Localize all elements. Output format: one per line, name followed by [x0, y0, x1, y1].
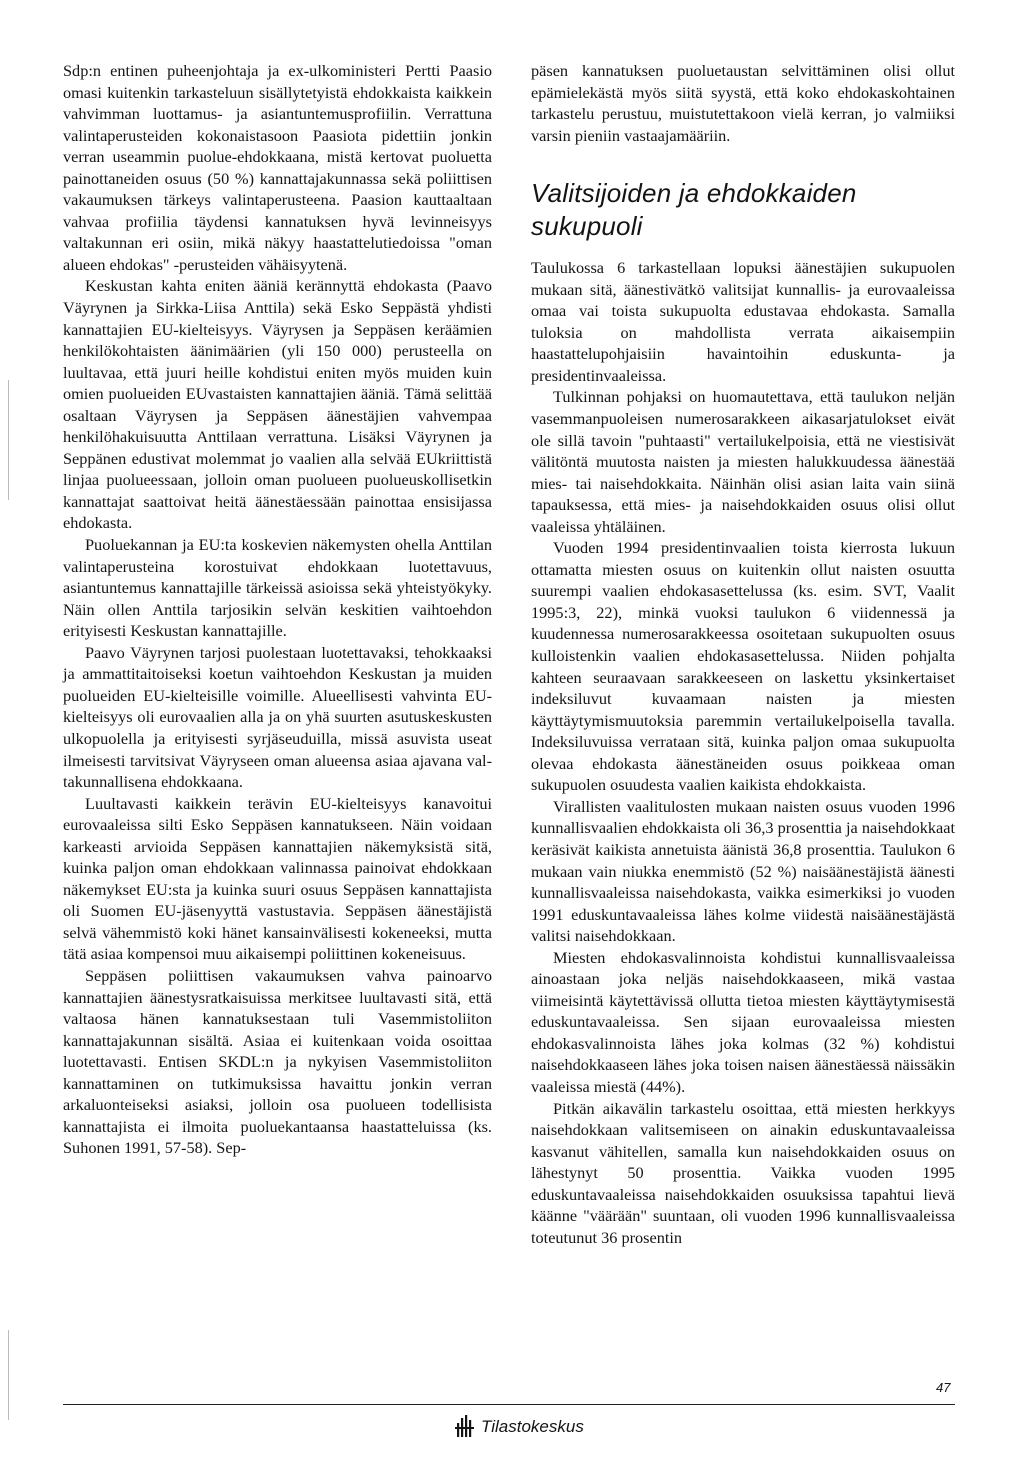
paragraph: Puoluekannan ja EU:ta koskevien näkemysten ohella Anttilan valintaperusteina korostuivat ehdokkaan luotettavuus, asiantuntemus kannattajille tärkeissä asioissa sekä yhteistyökyky. Näin ollen Anttila tarjosikin selvän keskitien vaihtoehdon erityisesti Keskustan kannattajille. [63, 535, 492, 641]
paragraph: Pitkän aikavälin tarkastelu osoittaa, että miesten herkkyys naisehdokkaan valitsemiseen on ainakin eduskuntavaaleissa kasvanut vähitellen, samalla kun naisehdokkaiden osuus on lähestynyt 50 prosenttia. Vaikka vuoden 1995 eduskuntavaaleissa naisehdokkaiden osuuksissa tapahtui lievä käänne "väärään" suuntaan, oli vuoden 1996 kunnallisvaaleissa toteutunut 36 prosentin [531, 1098, 955, 1247]
right-column [531, 60, 955, 1248]
paragraph: Luultavasti kaikkein terävin EU-kielteisyys kanavoitui eurovaaleissa silti Esko Seppäsen kannatukseen. Näin voidaan karkeasti arvioida Seppäsen kannattajien näkemyksistä sitä, kuinka paljon oman ehdokkaan valinnassa painoivat ehdokkaan näkemykset EU:sta ja kuinka suuri osuus Seppäsen kannattajista oli Suomen EU-jäsenyyttä vastustavia. Seppäsen äänestäjistä selvä vähemmistö koki hänet kansainvälisesti kokeneeksi, mutta tätä asiaa kompensoi muu aikaisempi poliittinen kokeneisuus. [63, 793, 492, 964]
publisher-name: Tilastokeskus [481, 1417, 584, 1436]
paragraph: Paavo Väyrynen tarjosi puolestaan luotettavaksi, tehokkaaksi ja ammattitaitoiseksi koetun vaihtoehdon Keskustan ja muiden puolueiden EU-kielteisille voimille. Alueellisesti vahvinta EU-kielteisyys oli eurovaalien alla ja on yhä suurten asutuskeskusten ulkopuolella ja erityisesti syrjäseuduilla, missä asuvista useat ilmeisesti tarvitsivat Väyryseen oman alueensa asiaa ajavana valtakunnallisena ehdokkaana. [63, 642, 492, 792]
paragraph: Sdp:n entinen puheenjohtaja ja ex-ulkoministeri Pertti Paasio omasi kuitenkin tarkasteluun sisällytetyistä ehdokkaista kaikkein vahvimman luottamus- ja asiantuntemusprofiilin. Verrattuna valintaperusteiden kokonaistasoon Paasiota pidettiin jonkin verran useammin puolue-ehdokkaana, mistä kertovat puoluetta painottaneiden osuus (50 %) kannattajakunnassa sekä poliittisen vakaumuksen tärkeys valintaperusteena. Paasion kauttaaltaan vahvaa profiilia täydensi kannatuksen hyvä levinneisyys valtakunnan eri osiin, mikä näkyy haastattelutiedoissa "oman alueen ehdokas" -perusteiden vähäisyytenä. [63, 61, 492, 274]
section-heading: Valitsijoiden ja ehdokkaiden sukupuoli [531, 178, 857, 242]
paragraph: Keskustan kahta eniten ääniä kerännyttä ehdokasta (Paavo Väyrynen ja Sirkka-Liisa Anttila) sekä Esko Seppästä yhdisti kannattajien EU-kielteisyys. Väyrysen ja Seppäsen keräämien henkilökohtaisten äänimäärien (yli 150 000) perusteella on luultavaa, että juuri heille kohdistui eniten myös muiden kuin omien puolueiden EUvastaisten kannattajien ääniä. Tämä selittää osaltaan Väyrysen ja Seppäsen äänestäjien vahvempaa henkilöhakuisuutta Anttilaan verrattuna. Lisäksi Väyrynen ja Seppänen edustivat molemmat jo vaalien alla selvää EUkriittistä linjaa puolueessaan, jolloin oman puolueen puolueuskollisetkin kannattajat saattoivat heitä äänestäessään painottaa ensisijassa ehdokasta. [63, 276, 492, 533]
paragraph: Virallisten vaalitulosten mukaan naisten osuus vuoden 1996 kunnallisvaalien ehdokkaista oli 36,3 prosenttia ja naisehdokkaat keräsivät kaikista annetuista äänistä 36,8 prosenttia. Taulukon 6 mukaan vain niukka enemmistö (52 %) naisäänestäjistä äänesti kunnallisvaaleissa naisehdokasta, vaikka esimerkiksi jo vuoden 1991 eduskuntavaaleissa lähes kolme viidestä naisäänestäjästä valitsi naisehdokkaan. [531, 796, 955, 946]
paragraph: päsen kannatuksen puoluetaustan selvittäminen olisi ollut epämielekästä myös siitä syystä, että koko ehdokaskohtainen tarkastelu perustuu, muistutettakoon vielä kerran, jo valmiiksi varsin pieniin vastaajamääriin. [531, 61, 955, 145]
page-number: 47 [936, 1380, 951, 1395]
scan-edge-mark [8, 1330, 9, 1420]
tilastokeskus-logo-icon [455, 1415, 475, 1439]
paragraph: Taulukossa 6 tarkastellaan lopuksi äänestäjien sukupuolen mukaan sitä, äänestivätkö valitsijat kunnallis- ja eurovaaleissa omaa vai toista sukupuolta edustavaa ehdokasta. Samalla tuloksia on mahdollista verrata aikaisempiin haastattelupohjaisiin havaintoihin eduskunta- ja presidentinvaaleissa. [531, 258, 955, 385]
scan-edge-mark [8, 380, 9, 500]
paragraph: Miesten ehdokasvalinnoista kohdistui kunnallisvaaleissa ainoastaan joka neljäs naisehdokkaaseen, mikä vastaa viimeisintä käytettävissä ollutta tietoa miesten käyttäytymisestä eduskuntavaaleissa. Sen sijaan eurovaaleissa miesten ehdokasvalinnoista lähes joka kolmas (32 %) kohdistui naisehdokkaaseen lähes joka toisen naisen äänestäessä näissäkin vaaleissa miestä (44%). [531, 947, 955, 1096]
publisher-logo [455, 1415, 584, 1439]
footer-divider [63, 1404, 955, 1405]
paragraph: Tulkinnan pohjaksi on huomautettava, että taulukon neljän vasemmanpuoleisen numerosarakkeen aikasarjatulokset eivät ole sillä tavoin "puhtaasti" vertailukelpoisia, että ne viestisivät välitöntä muutosta naisten ja miesten halukkuudessa äänestää mies- tai naisehdokkaita. Näinhän olisi asian laita vain siinä tapauksessa, että mies- ja naisehdokkaiden osuus olisi ollut vaaleissa yhtäläinen. [531, 387, 955, 536]
left-column [63, 60, 492, 1159]
paragraph: Vuoden 1994 presidentinvaalien toista kierrosta lukuun ottamatta miesten osuus on kuitenkin ollut naisten osuutta suurempi vaalien ehdokasasettelussa (ks. esim. SVT, Vaalit 1995:3, 22), minkä vuoksi taulukon 6 viidennessä ja kuudennessa numerosarakkeessa osoitetaan sukupuolten osuus kulloistenkin vaalien ehdokasasettelussa. Niiden pohjalta kahteen seuraavaan sarakkeeseen on laskettu yksinkertaiset indeksiluvut kuvaamaan naisten ja miesten käyttäytymismuutoksia paremmin vertailukelpoisella tavalla. Indeksiluvuissa verrataan sitä, kuinka paljon omaa sukupuolta olevaa ehdokasta äänestäneiden osuus poikkeaa oman sukupuolen osuudesta vaalien kaikista ehdokkaista. [531, 538, 955, 795]
paragraph: Seppäsen poliittisen vakaumuksen vahva painoarvo kannattajien äänestysratkaisuissa merkitsee luultavasti sitä, että valtaosa hänen kannatuksestaan tuli Vasemmistoliiton kannattajakunnan sisältä. Asiaa ei kuitenkaan voida osoittaa luotettavasti. Entisen SKDL:n ja nykyisen Vasemmistoliiton kannattaminen on tutkimuksissa havaittu jonkin verran arkaluonteiseksi asiaksi, jolloin osa puolueen todellisista kannattajista ei ilmoita puoluekantaansa haastatteluissa (ks. Suhonen 1991, 57-58). Sep- [63, 965, 492, 1158]
